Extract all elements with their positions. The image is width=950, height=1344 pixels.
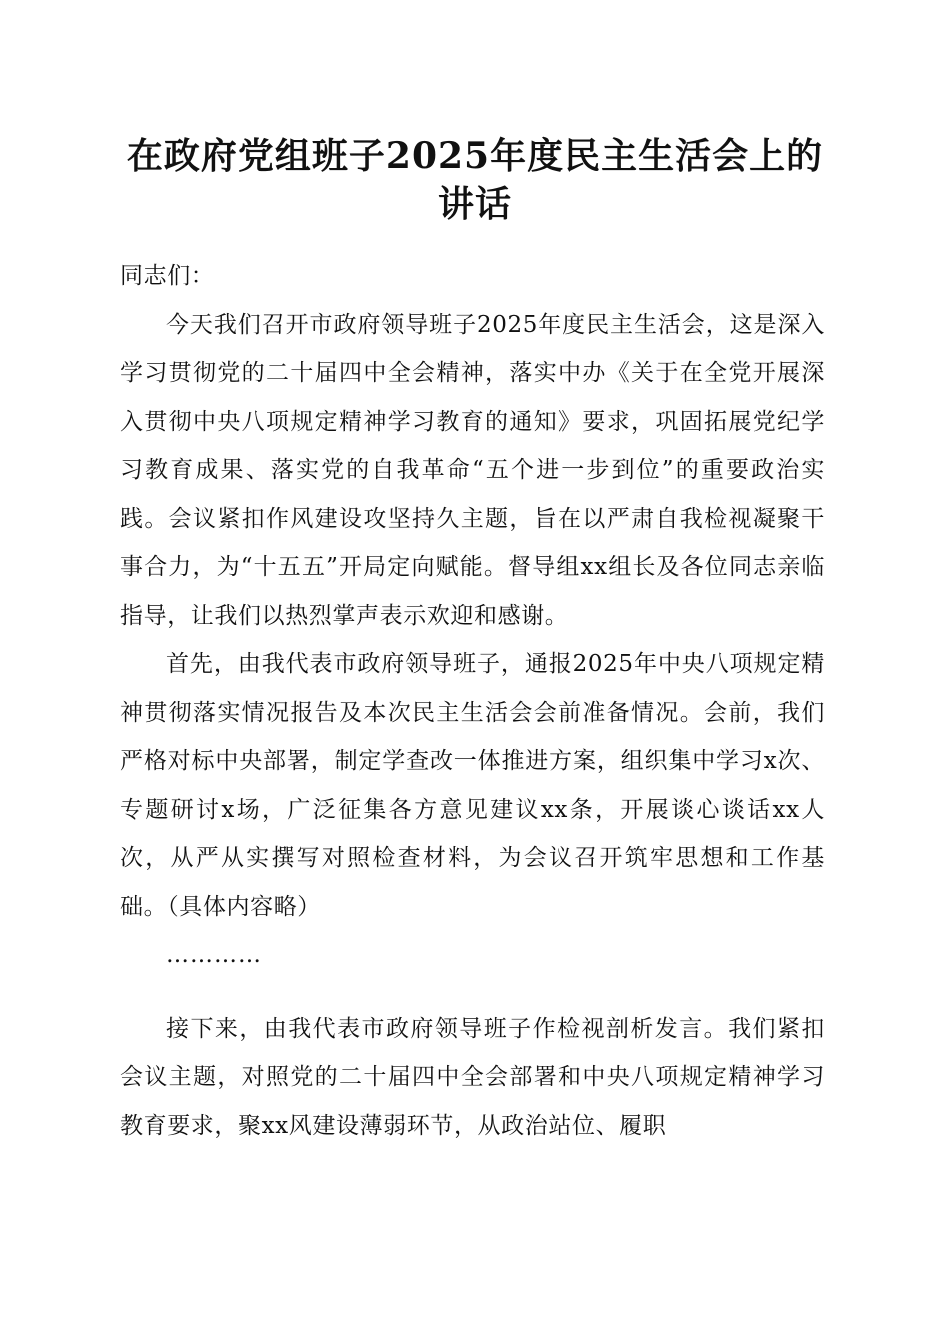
- paragraph-3: 接下来，由我代表市政府领导班子作检视剖析发言。我们紧扣会议主题，对照党的二十届四中全会部署和中央八项规定精神学习教育要求，聚xx风建设薄弱环节，从政治站位、履职: [120, 1015, 825, 1139]
- document-body: [120, 252, 825, 1150]
- document-title: 在政府党组班子2025年度民主生活会上的讲话: [126, 135, 824, 225]
- paragraph-1: 今天我们召开市政府领导班子2025年度民主生活会，这是深入学习贯彻党的二十届四中全会精神，落实中办《关于在全党开展深入贯彻中央八项规定精神学习教育的通知》要求，巩固拓展党纪学习教育成果、落实党的自我革命“五个进一步到位”的重要政治实践。会议紧扣作风建设攻坚持久主题，旨在以严肃自我检视凝聚干事合力，为“十五五”开局定向赋能。督导组xx组长及各位同志亲临指导，让我们以热烈掌声表示欢迎和感谢。: [120, 311, 825, 629]
- paragraph-2: 首先，由我代表市政府领导班子，通报2025年中央八项规定精神贯彻落实情况报告及本次民主生活会会前准备情况。会前，我们严格对标中央部署，制定学查改一体推进方案，组织集中学习x次、专题研讨x场，广泛征集各方意见建议xx条，开展谈心谈话xx人次，从严从实撰写对照检查材料，为会议召开筑牢思想和工作基础。（具体内容略）: [120, 651, 825, 920]
- ellipsis-marker: …………: [166, 942, 262, 968]
- salutation: 同志们：: [120, 263, 215, 289]
